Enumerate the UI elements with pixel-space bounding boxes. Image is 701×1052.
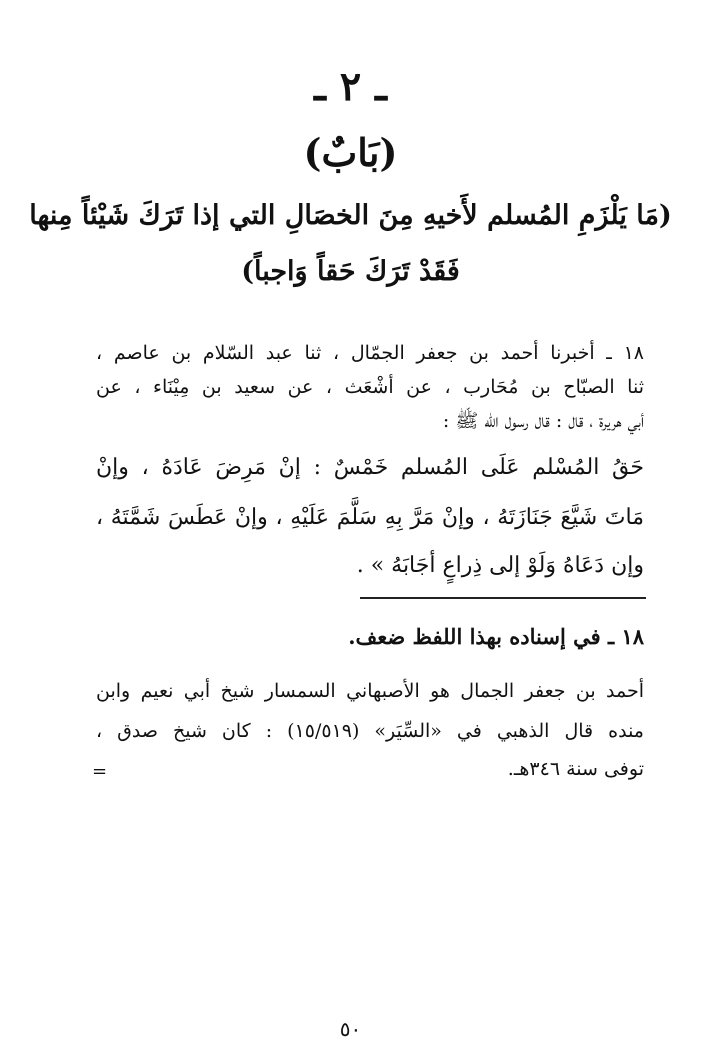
isnad-line-2: ثنا الصبّاح بن مُحَارب ، عن أشْعَث ، عن سعيد بن مِيْنَاء ، عن xyxy=(96,376,644,398)
footnote-line-1: أحمد بن جعفر الجمال هو الأصبهاني السمسار شيخ أبي نعيم وابن xyxy=(96,680,644,702)
bab-title: (بَابٌ) xyxy=(303,130,398,175)
footnote-line-3: توفى سنة ٣٤٦هـ. xyxy=(507,758,644,780)
matn-line-3: وإن دَعَاهُ وَلَوْ إلى ذِراعٍ أجَابَهُ » . xyxy=(356,553,644,578)
matn-line-2: مَاتَ شَيَّعَ جَنَازَتَهُ ، وإنْ مَرَّ بِهِ سَلَّمَ عَلَيْهِ ، وإنْ عَطَسَ شَمَّتَهُ ، xyxy=(96,505,644,530)
chapter-heading-line-1: (مَا يَلْزَمِ المُسلم لأَخيهِ مِنَ الخصَالِ التي إذا تَرَكَ شَيْئاً مِنها xyxy=(29,200,672,231)
matn-line-1: حَقُ المُسْلم عَلَى المُسلم خَمْسٌ : إنْ مَرِضَ عَادَهُ ، وإنْ xyxy=(96,455,644,480)
isnad-line-1: ١٨ ـ أخبرنا أحمد بن جعفر الجمّال ، ثنا عبد السّلام بن عاصم ، xyxy=(96,342,644,364)
chapter-heading-line-2: فَقَدْ تَرَكَ حَقاً وَاجباً) xyxy=(241,256,460,287)
page-number: ٥٠ xyxy=(339,1017,362,1041)
footnote-divider xyxy=(360,597,646,599)
continuation-mark: = xyxy=(92,761,108,782)
footnote-heading: ١٨ ـ في إسناده بهذا اللفظ ضعف. xyxy=(348,624,644,649)
chapter-number: ـ ٢ ـ xyxy=(314,63,387,110)
footnote-line-2: منده قال الذهبي في «السِّيَر» (١٥/٥١٩) : كان شيخ صدق ، xyxy=(96,720,644,742)
isnad-line-3: أبي هريرة ، قال : قال رسول الله ﷺ : xyxy=(442,410,644,432)
